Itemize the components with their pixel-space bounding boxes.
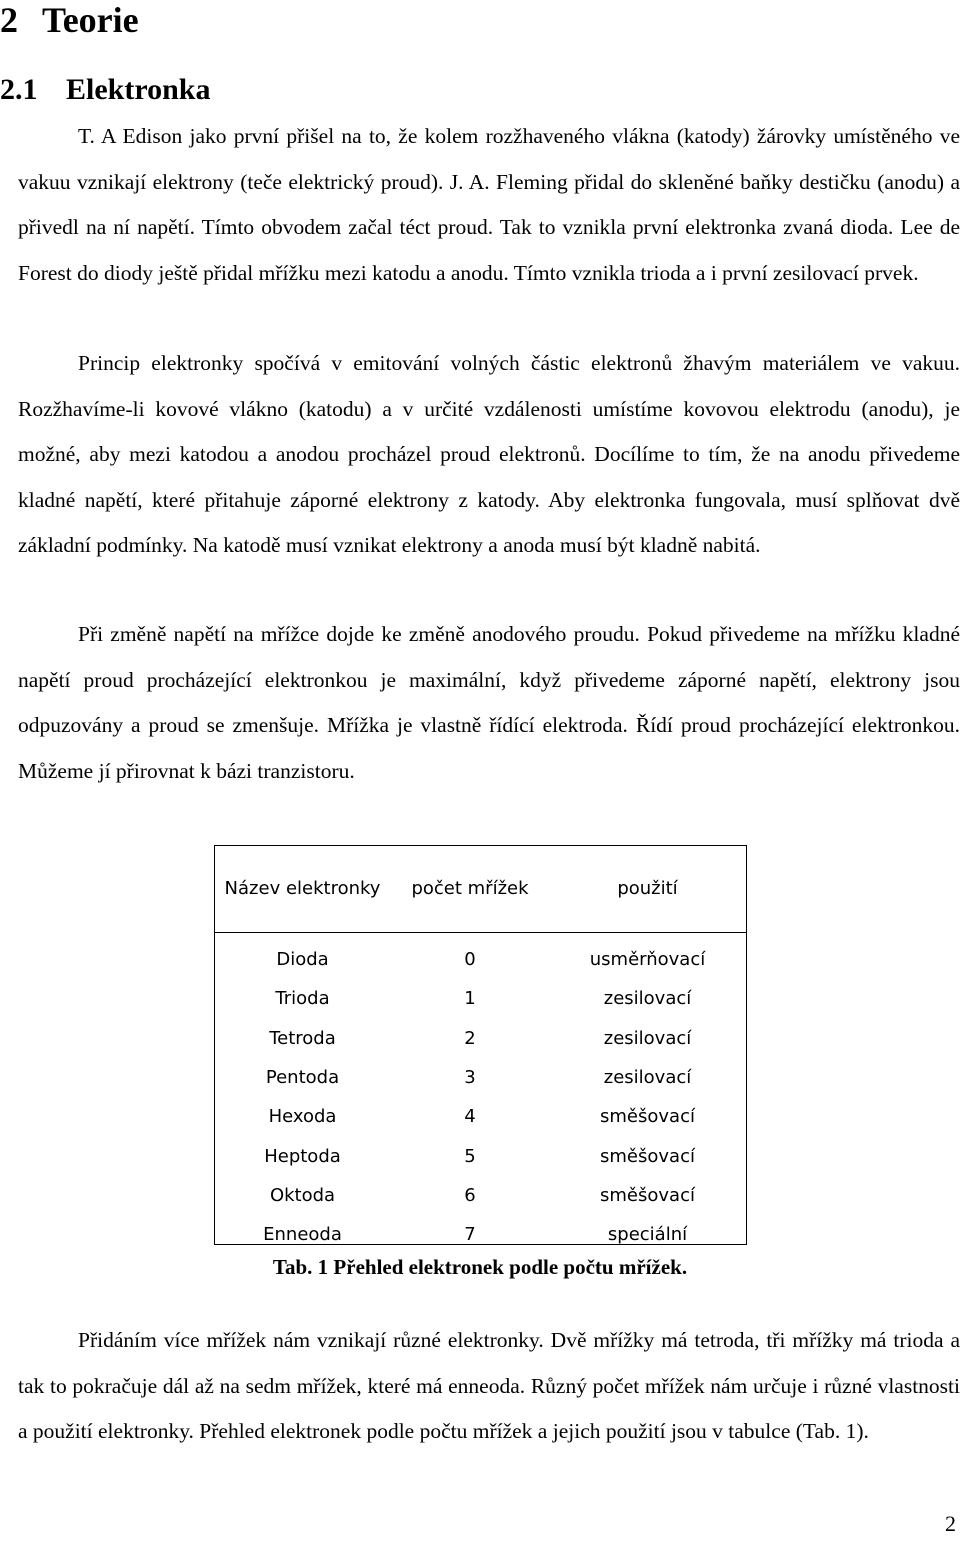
table-cell-usage: zesilovací — [603, 988, 692, 1010]
table-cell-grid-count: 1 — [464, 988, 476, 1010]
table-cell-name: Enneoda — [263, 1224, 342, 1246]
table-row — [215, 1215, 746, 1254]
table-cell-usage: zesilovací — [603, 1027, 692, 1049]
table-cell-name: Trioda — [275, 988, 330, 1010]
table-cell-name: Hexoda — [268, 1106, 337, 1128]
table-cell-grid-count: 3 — [464, 1067, 476, 1089]
table-row — [215, 979, 746, 1018]
section-number: 2.1 — [0, 73, 38, 106]
table-cell-name: Heptoda — [264, 1145, 341, 1167]
table-header-grid-count: počet mřížek — [411, 878, 529, 899]
page-number: 2 — [945, 1511, 956, 1536]
table-cell-grid-count: 6 — [464, 1184, 476, 1206]
table-cell-grid-count: 0 — [464, 949, 476, 971]
table-row — [215, 940, 746, 979]
paragraph-history: T. A Edison jako první přišel na to, že kolem rozžhaveného vlákna (katody) žárovky umístěného ve vakuu vznikají elektrony (teče elektrický proud). J. A. Fleming přidal do skleněné baňky destičku (anodu) a přivedl na ní napětí. Tímto obvodem začal téct proud. Tak to vznikla první elektronka zvaná dioda. Lee de Forest do diody ještě přidal mřížku mezi katodu a anodu. Tímto vznikla trioda a i první zesilovací prvek. — [18, 124, 960, 285]
table-cell-usage: směšovací — [600, 1106, 695, 1128]
paragraph-tube-variants: Přidáním více mřížek nám vznikají různé elektronky. Dvě mřížky má tetroda, tři mřížky má trioda a tak to pokračuje dál až na sedm mřížek, které má enneoda. Různý počet mřížek nám určuje i různé vlastnosti a použití elektronky. Přehled elektronek podle počtu mřížek a jejich použití jsou v tabulce (Tab. 1). — [18, 1328, 960, 1443]
paragraph-grid-control: Při změně napětí na mřížce dojde ke změně anodového proudu. Pokud přivedeme na mřížku kladné napětí proud procházející elektronkou je maximální, když přivedeme záporné napětí, elektrony jsou odpuzovány a proud se zmenšuje. Mřížka je vlastně řídící elektroda. Řídí proud procházející elektronkou. Můžeme jí přirovnat k bázi tranzistoru. — [18, 622, 960, 783]
table-caption: Tab. 1 Přehled elektronek podle počtu mřížek. — [272, 1255, 688, 1279]
section-title: Elektronka — [66, 73, 211, 106]
table-body — [215, 933, 746, 1254]
table-cell-name: Tetroda — [269, 1027, 336, 1049]
table-cell-usage: zesilovací — [603, 1067, 692, 1089]
table-cell-grid-count: 7 — [464, 1224, 476, 1246]
table-cell-usage: speciální — [607, 1224, 688, 1246]
table-cell-name: Pentoda — [265, 1067, 340, 1089]
table-cell-usage: směšovací — [600, 1184, 695, 1206]
table-cell-usage: usměrňovací — [589, 949, 706, 971]
table-header-name: Název elektronky — [224, 878, 381, 899]
section-heading — [0, 70, 210, 110]
table-row — [215, 1019, 746, 1058]
table-row — [215, 1097, 746, 1136]
chapter-title: Teorie — [42, 0, 139, 40]
paragraph-principle: Princip elektronky spočívá v emitování volných částic elektronů žhavým materiálem ve vakuu. Rozžhavíme-li kovové vlákno (katodu) a v určité vzdálenosti umístíme kovovou elektrodu (anodu), je možné, aby mezi katodou a anodou procházel proud elektronů. Docílíme to tím, že na anodu přivedeme kladné napětí, které přitahuje záporné elektrony z katody. Aby elektronka fungovala, musí splňovat dvě základní podmínky. Na katodě musí vznikat elektrony a anoda musí být kladně nabitá. — [18, 351, 960, 557]
table-cell-grid-count: 5 — [464, 1145, 476, 1167]
tube-types-table — [214, 845, 747, 1245]
table-header-usage: použití — [617, 878, 678, 899]
table-cell-usage: směšovací — [600, 1145, 695, 1167]
table-cell-name: Dioda — [276, 949, 329, 971]
table-cell-name: Oktoda — [269, 1184, 336, 1206]
table-row — [215, 1058, 746, 1097]
table-row — [215, 1136, 746, 1175]
chapter-number: 2 — [0, 0, 18, 40]
table-header-row — [215, 846, 746, 933]
table-cell-grid-count: 2 — [464, 1027, 476, 1049]
chapter-heading — [0, 0, 139, 40]
table-row — [215, 1176, 746, 1215]
table-cell-grid-count: 4 — [464, 1106, 476, 1128]
